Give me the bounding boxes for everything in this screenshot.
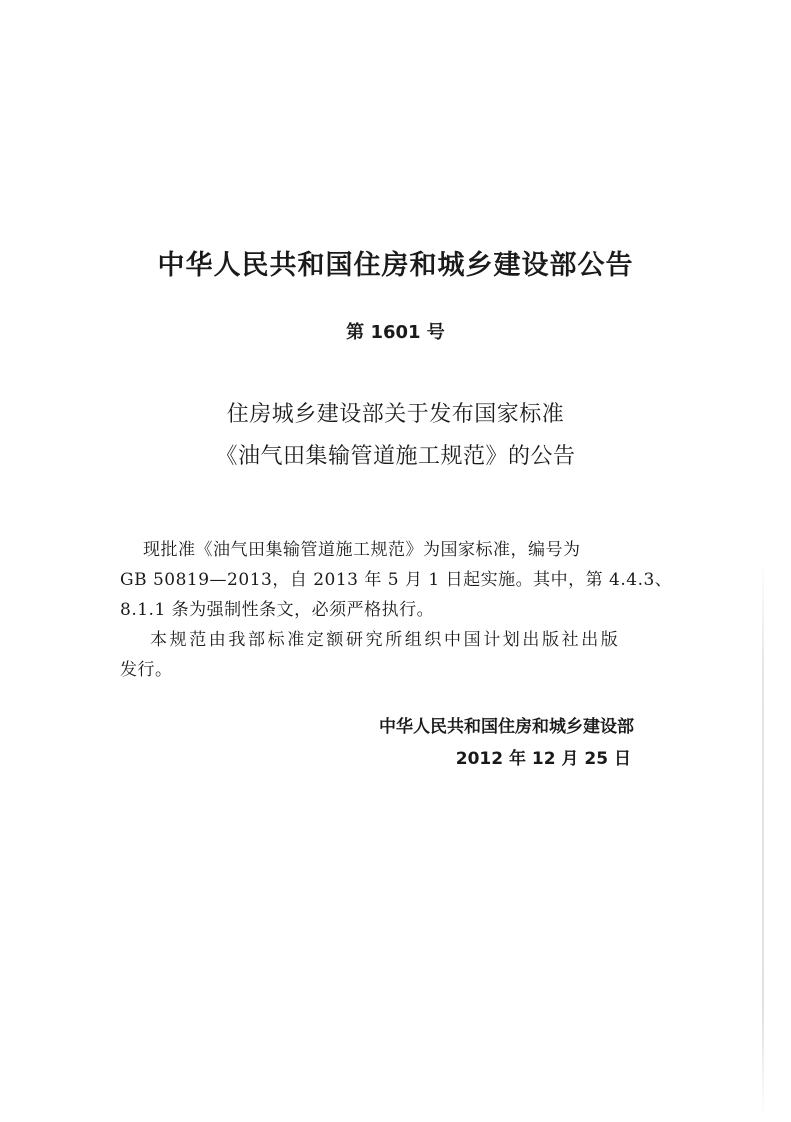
issuer-signature: 中华人民共和国住房和城乡建设部 xyxy=(379,717,634,737)
subtitle-line-2: 《油气田集输管道施工规范》的公告 xyxy=(215,444,576,469)
body-paragraph-1-line-1: 现批准《油气田集输管道施工规范》为国家标准，编号为 xyxy=(143,540,581,560)
body-paragraph-2-line-2: 发行。 xyxy=(120,660,173,680)
subtitle-line-1: 住房城乡建设部关于发布国家标准 xyxy=(226,402,565,427)
page-title: 中华人民共和国住房和城乡建设部公告 xyxy=(157,250,634,281)
body-paragraph-2-line-1: 本规范由我部标准定额研究所组织中国计划出版社出版 xyxy=(150,630,621,650)
body-paragraph-1-line-2: GB 50819—2013，自 2013 年 5 月 1 日起实施。其中，第 4.4.3、 xyxy=(120,570,673,590)
body-paragraph-1-line-3: 8.1.1 条为强制性条文，必须严格执行。 xyxy=(120,600,435,620)
announcement-number: 第 1601 号 xyxy=(346,322,445,343)
issue-date: 2012 年 12 月 25 日 xyxy=(455,749,631,769)
scan-edge-shadow xyxy=(762,560,764,1120)
